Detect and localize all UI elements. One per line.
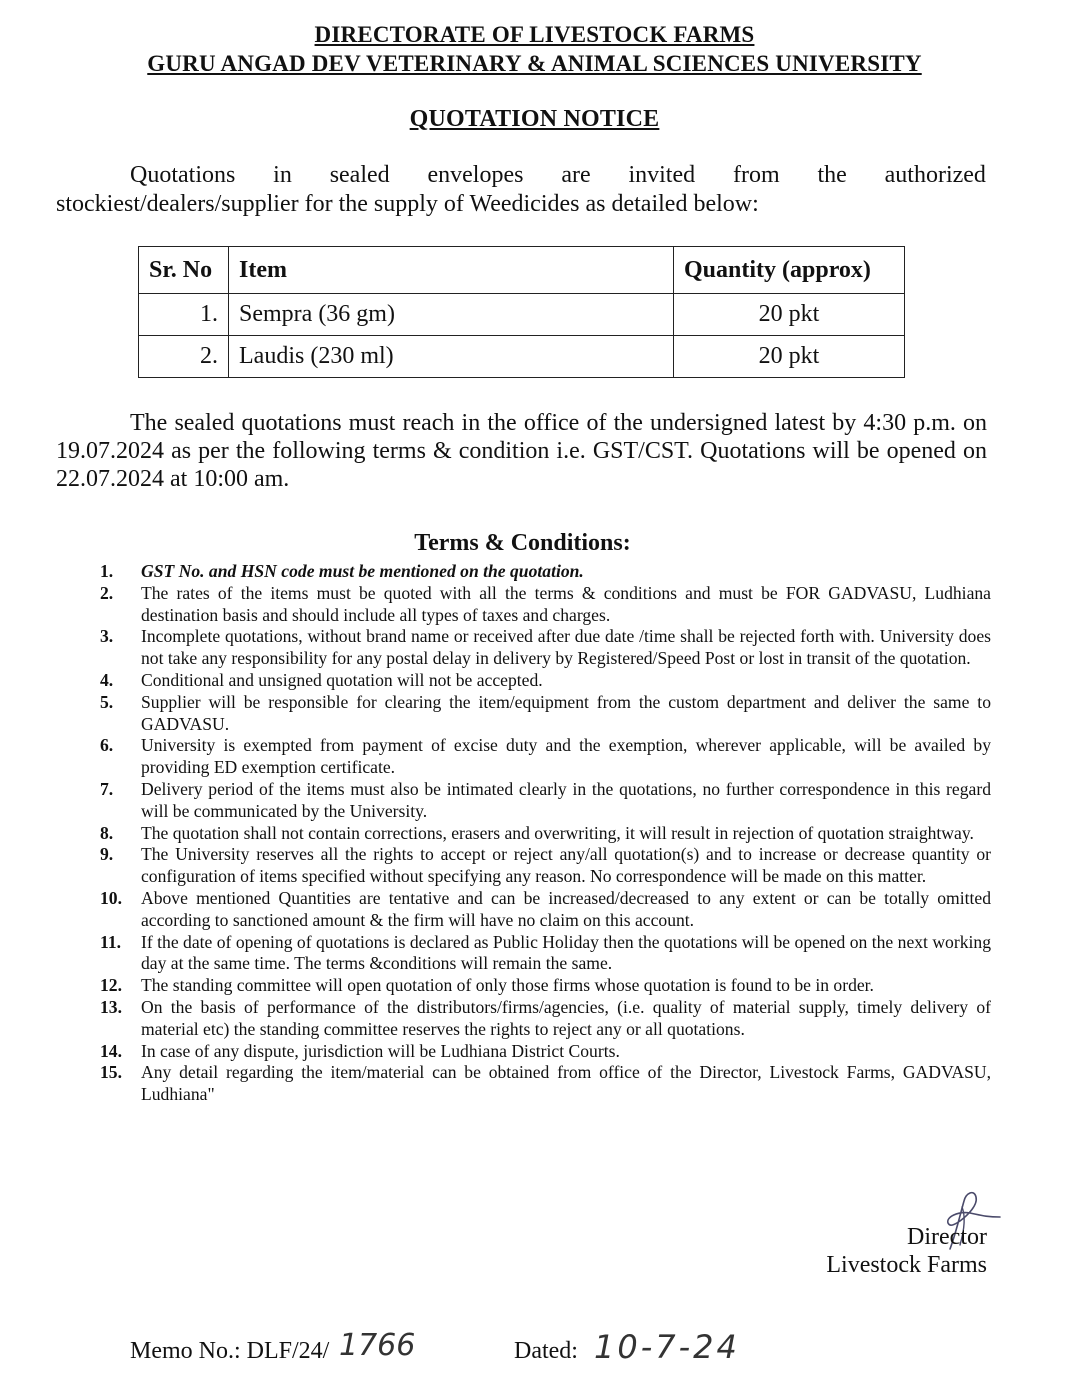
directorate-heading: DIRECTORATE OF LIVESTOCK FARMS: [314, 22, 755, 47]
list-item: [100, 888, 991, 932]
intro-word: envelopes: [427, 162, 524, 188]
memo-label: Memo No.: DLF/24/: [130, 1338, 330, 1364]
list-item: [100, 997, 991, 1041]
term-text: On the basis of performance of the distributors/firms/agencies, (i.e. quality of material supply, timely delivery of material etc) the standing committee reserves the rights to reject any or all quotations.: [141, 996, 991, 1039]
table-row: [139, 294, 905, 336]
term-number: 7.: [100, 778, 114, 799]
university-heading: GURU ANGAD DEV VETERINARY & ANIMAL SCIENCES UNIVERSITY: [147, 51, 922, 76]
table-row: [139, 336, 905, 378]
term-text: Incomplete quotations, without brand name or received after due date /time shall be rejected forth with. University does not take any responsibility for any postal delay in delivery by Registered/Speed Post or lost in transit of the quotation.: [141, 626, 991, 669]
intro-word: are: [561, 162, 591, 188]
signatory-title: Director: [907, 1224, 987, 1250]
intro-line-1: [130, 162, 986, 189]
term-number: 3.: [100, 626, 114, 647]
term-text: Supplier will be responsible for clearing the item/equipment from the custom department and deliver the same to GADVASU.: [141, 691, 991, 734]
term-text: The University reserves all the rights to accept or reject any/all quotation(s) and to increase or decrease quantity or configuration of items specified without specifying any reason. No correspondence will be made on this matter.: [141, 844, 991, 887]
list-item: [100, 735, 991, 779]
intro-word: Quotations: [130, 162, 236, 188]
intro-word: invited: [628, 162, 696, 188]
intro-line-2: stockiest/dealers/supplier for the supply of Weedicides as detailed below:: [56, 191, 759, 217]
list-item: [100, 670, 991, 692]
intro-word: authorized: [884, 162, 986, 188]
notice-title: QUOTATION NOTICE: [409, 106, 660, 132]
term-number: 12.: [100, 975, 122, 996]
memo-number: 1766: [339, 1328, 416, 1363]
list-item: [100, 1041, 991, 1063]
term-text: The quotation shall not contain corrections, erasers and overwriting, it will result in rejection of quotation straightway.: [141, 822, 974, 843]
col-header-sr-no: Sr. No: [139, 247, 229, 294]
cell-sr-no: 2.: [139, 336, 229, 378]
intro-word: in: [273, 162, 292, 188]
list-item: [100, 823, 991, 845]
term-number: 11.: [100, 931, 122, 952]
list-item: [100, 779, 991, 823]
cell-item: Sempra (36 gm): [229, 294, 674, 336]
cell-quantity: 20 pkt: [674, 336, 905, 378]
term-text: If the date of opening of quotations is declared as Public Holiday then the quotations will be opened on the next working day at the same time. The terms &conditions will remain the same.: [141, 931, 991, 974]
term-text: Delivery period of the items must also be intimated clearly in the quotations, no further correspondence in this regard will be communicated by the University.: [141, 778, 991, 821]
term-number: 1.: [100, 561, 114, 581]
submission-paragraph: The sealed quotations must reach in the office of the undersigned latest by 4:30 p.m. on 19.07.2024 as per the following terms & condition i.e. GST/CST. Quotations will be opened on 22.07.2024 at 10:00 am.: [56, 410, 987, 492]
list-item: [100, 1062, 991, 1106]
list-item: [100, 975, 991, 997]
term-number: 6.: [100, 735, 114, 756]
cell-sr-no: 1.: [139, 294, 229, 336]
term-number: 15.: [100, 1062, 122, 1083]
table-header-row: [139, 247, 905, 294]
term-text: In case of any dispute, jurisdiction will be Ludhiana District Courts.: [141, 1040, 620, 1061]
term-number: 2.: [100, 582, 114, 603]
list-item: [100, 932, 991, 976]
intro-word: the: [817, 162, 847, 188]
cell-item: Laudis (230 ml): [229, 336, 674, 378]
term-text: Above mentioned Quantities are tentative and can be increased/decreased to any extent or can be totally omitted according to sanctioned amount & the firm will have no claim on this account.: [141, 887, 991, 930]
col-header-quantity: Quantity (approx): [674, 247, 905, 294]
list-item: [100, 844, 991, 888]
terms-title: Terms & Conditions:: [414, 530, 631, 556]
term-number: 10.: [100, 887, 122, 908]
list-item: [100, 626, 991, 670]
cell-quantity: 20 pkt: [674, 294, 905, 336]
terms-list: [100, 561, 991, 1106]
term-number: 13.: [100, 996, 122, 1017]
term-text: University is exempted from payment of excise duty and the exemption, wherever applicable, will be availed by providing ED exemption certificate.: [141, 735, 991, 778]
list-item: [100, 583, 991, 627]
items-table: [138, 246, 905, 378]
term-number: 9.: [100, 844, 114, 865]
term-number: 4.: [100, 669, 114, 690]
intro-word: from: [732, 162, 780, 188]
term-text: Any detail regarding the item/material can be obtained from office of the Director, Livestock Farms, GADVASU, Ludhiana": [141, 1062, 991, 1105]
term-number: 5.: [100, 691, 114, 712]
term-text: The rates of the items must be quoted with all the terms & conditions and must be FOR GADVASU, Ludhiana destination basis and should include all types of taxes and charges.: [141, 582, 991, 625]
signatory-office: Livestock Farms: [826, 1252, 987, 1278]
intro-word: sealed: [329, 162, 390, 188]
term-text: GST No. and HSN code must be mentioned on the quotation.: [141, 561, 584, 581]
term-number: 8.: [100, 822, 114, 843]
dated-label: Dated:: [514, 1338, 578, 1364]
list-item: [100, 561, 991, 583]
dated-value: 10-7-24: [594, 1328, 740, 1366]
col-header-item: Item: [229, 247, 674, 294]
term-number: 14.: [100, 1040, 122, 1061]
term-text: Conditional and unsigned quotation will not be accepted.: [141, 669, 543, 690]
list-item: [100, 692, 991, 736]
term-text: The standing committee will open quotation of only those firms whose quotation is found to be in order.: [141, 975, 874, 996]
